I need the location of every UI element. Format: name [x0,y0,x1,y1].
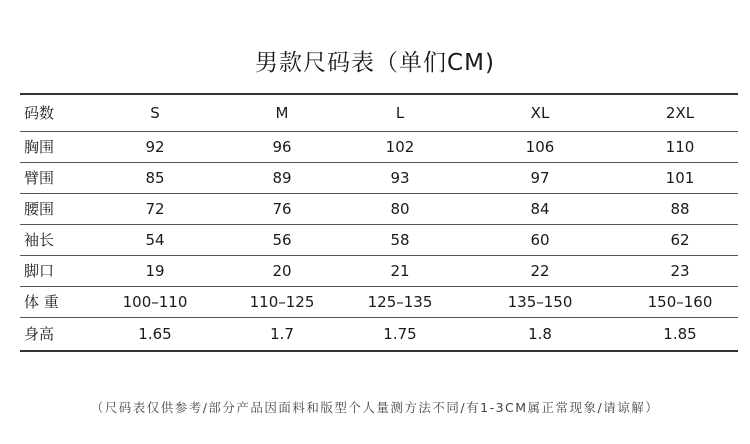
table-row [20,131,738,162]
row-label: 体 重 [20,286,88,317]
table-cell: 54 [88,224,222,255]
table-row [20,317,738,351]
table-cell: 1.65 [88,317,222,351]
table-cell: 1.7 [222,317,342,351]
table-cell: 101 [622,162,738,193]
row-label: 袖长 [20,224,88,255]
header-label: 码数 [20,94,88,131]
table-cell: 92 [88,131,222,162]
table-cell: 1.85 [622,317,738,351]
size-chart-table [20,93,738,352]
row-label: 臂围 [20,162,88,193]
table-cell: 110–125 [222,286,342,317]
table-cell: 80 [342,193,458,224]
table-cell: 20 [222,255,342,286]
table-cell: 89 [222,162,342,193]
page-title: 男款尺码表（单们CM) [255,50,495,76]
disclaimer-note: （尺码表仅供参考/部分产品因面料和版型个人量测方法不同/有1-3CM属正常现象/请谅解） [90,400,660,415]
table-cell: 100–110 [88,286,222,317]
row-label: 身高 [20,317,88,351]
table-cell: 135–150 [458,286,622,317]
header-size-l: L [342,94,458,131]
table-cell: 96 [222,131,342,162]
table-cell: 106 [458,131,622,162]
table-cell: 56 [222,224,342,255]
header-size-m: M [222,94,342,131]
table-row [20,224,738,255]
table-row [20,255,738,286]
table-cell: 88 [622,193,738,224]
table-cell: 102 [342,131,458,162]
table-row [20,162,738,193]
table-cell: 22 [458,255,622,286]
row-label: 胸围 [20,131,88,162]
table-row [20,286,738,317]
header-size-xl: XL [458,94,622,131]
table-row [20,193,738,224]
table-cell: 125–135 [342,286,458,317]
table-cell: 110 [622,131,738,162]
table-cell: 19 [88,255,222,286]
table-cell: 85 [88,162,222,193]
table-cell: 23 [622,255,738,286]
row-label: 腰围 [20,193,88,224]
table-cell: 58 [342,224,458,255]
table-cell: 93 [342,162,458,193]
header-size-s: S [88,94,222,131]
table-cell: 76 [222,193,342,224]
table-cell: 21 [342,255,458,286]
table-cell: 72 [88,193,222,224]
table-cell: 1.8 [458,317,622,351]
table-cell: 62 [622,224,738,255]
row-label: 脚口 [20,255,88,286]
table-cell: 84 [458,193,622,224]
table-cell: 60 [458,224,622,255]
table-header-row [20,94,738,131]
table-cell: 150–160 [622,286,738,317]
table-cell: 97 [458,162,622,193]
table-cell: 1.75 [342,317,458,351]
header-size-2xl: 2XL [622,94,738,131]
